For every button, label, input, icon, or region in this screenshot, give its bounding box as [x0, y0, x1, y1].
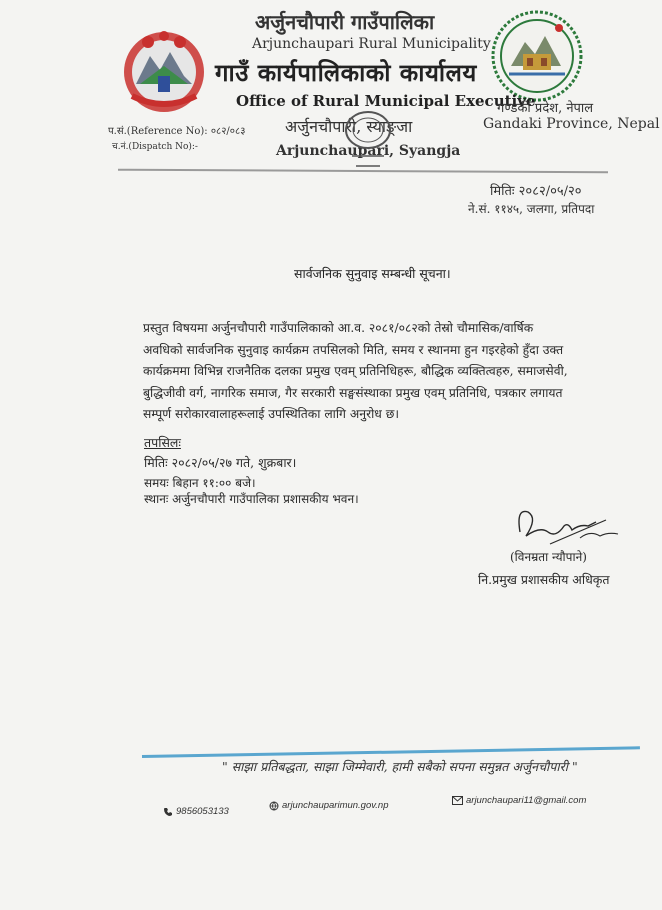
reference-number: प.सं.(Reference No): ०८२/०८३ — [108, 126, 246, 137]
event-time: समयः बिहान ११:०० बजे। — [144, 476, 256, 490]
mail-icon — [452, 796, 463, 805]
notice-body — [143, 318, 617, 426]
municipality-name-en: Arjunchaupari Rural Municipality — [252, 36, 491, 52]
letter-date: मितिः २०८२/०५/२० — [490, 184, 582, 199]
office-name-en: Office of Rural Municipal Executive — [236, 92, 536, 110]
globe-icon — [269, 801, 279, 811]
nepal-emblem-logo — [118, 26, 210, 118]
municipality-name-np: अर्जुनचौपारी गाउँपालिका — [255, 10, 435, 34]
notice-subject: सार्वजनिक सुनुवाइ सम्बन्धी सूचना। — [294, 266, 451, 281]
signatory-title: नि.प्रमुख प्रशासकीय अधिकृत — [478, 572, 610, 587]
footer-divider — [142, 746, 640, 758]
footer-email[interactable] — [452, 795, 586, 806]
body-line: कार्यक्रममा विभिन्न राजनैतिक दलका प्रमुख एवम् प्रतिनिधिहरू, बौद्धिक व्यक्तित्वहरु, समाजसेवी, — [143, 364, 568, 378]
footer-phone — [163, 806, 229, 817]
province-np: गण्डकी प्रदेश, नेपाल — [497, 101, 594, 116]
nepal-sambat-date: ने.सं. ११४५, जलगा, प्रतिपदा — [468, 202, 595, 216]
footer-website[interactable] — [269, 800, 389, 811]
event-date: मितिः २०८२/०५/२७ गते, शुक्रबार। — [144, 455, 297, 470]
phone-number: 9856053133 — [176, 806, 229, 817]
email-address[interactable]: arjunchaupari11@gmail.com — [466, 795, 587, 806]
place-np: अर्जुनचौपारी, स्याङ्जा — [285, 117, 413, 136]
place-en: Arjunchaupari, Syangja — [276, 143, 461, 159]
signatory-name: (विनम्रता न्यौपाने) — [510, 550, 587, 564]
event-venue: स्थानः अर्जुनचौपारी गाउँपालिका प्रशासकीय भवन। — [144, 492, 359, 506]
municipality-logo — [489, 8, 585, 104]
dispatch-number: च.नं.(Dispatch No):- — [112, 142, 198, 152]
body-line: बुद्धिजीवी वर्ग, नागरिक समाज, गैर सरकारी सङ्घसंस्थाका प्रमुख एवम् प्रतिनिधि, पत्रकार लगायत — [143, 385, 563, 400]
website-url[interactable]: arjunchauparimun.gov.np — [282, 800, 389, 811]
details-heading: तपसिलः — [144, 435, 181, 450]
body-line: प्रस्तुत विषयमा अर्जुनचौपारी गाउँपालिकाको आ.व. २०८१/०८२को तेस्रो चौमासिक/वार्षिक — [143, 321, 534, 335]
phone-icon — [163, 807, 173, 817]
province-en: Gandaki Province, Nepal — [483, 116, 660, 132]
footer-slogan: " साझा प्रतिबद्धता, साझा जिम्मेवारी, हामी सबैको सपना समुन्नत अर्जुनचौपारी " — [222, 759, 578, 774]
body-line: अवधिको सार्वजनिक सुनुवाइ कार्यक्रम तपसिलको मिति, समय र स्थानमा हुन गइरहेको हुँदा उक्त — [143, 342, 564, 357]
body-line: सम्पूर्ण सरोकारवालाहरूलाई उपस्थितिका लागि अनुरोध छ। — [143, 407, 400, 421]
office-name-np: गाउँ कार्यपालिकाको कार्यालय — [215, 58, 477, 87]
